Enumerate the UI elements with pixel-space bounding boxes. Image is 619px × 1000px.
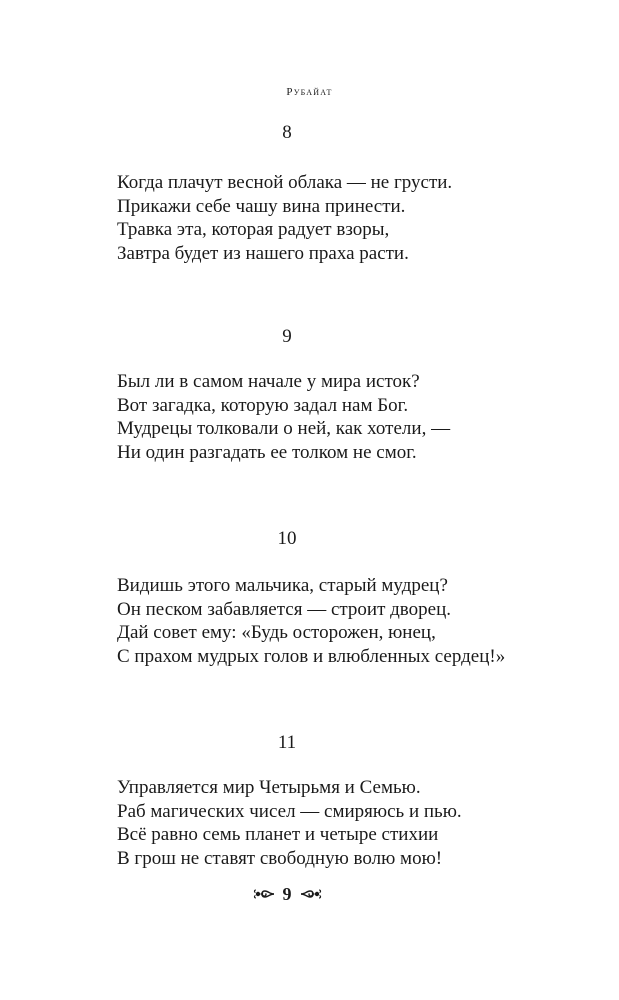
verse-line: Дай совет ему: «Будь осторожен, юнец, bbox=[117, 622, 436, 643]
verse-line: С прахом мудрых голов и влюбленных сердец!» bbox=[117, 645, 506, 667]
verse-line: Мудрецы толковали о ней, как хотели, — bbox=[117, 418, 451, 439]
running-head: Рубайат bbox=[286, 86, 333, 98]
stanza-number: 10 bbox=[277, 528, 297, 549]
stanza bbox=[117, 574, 597, 668]
stanza-number: 8 bbox=[282, 122, 292, 143]
fleuron-right-icon bbox=[300, 886, 322, 902]
verse-line: В грош не ставят свободную волю мою! bbox=[117, 847, 443, 869]
verse-line: Когда плачут весной облака — не грусти. bbox=[117, 172, 453, 193]
verse-line: Вот загадка, которую задал нам Бог. bbox=[117, 394, 409, 416]
page-number: 9 bbox=[282, 884, 292, 904]
verse-line: Травка эта, которая радует взоры, bbox=[117, 219, 390, 240]
fleuron-left-icon bbox=[253, 886, 275, 902]
verse-line: Управляется мир Четырьмя и Семью. bbox=[117, 777, 421, 798]
verse-line: Завтра будет из нашего праха расти. bbox=[117, 242, 409, 264]
stanza-number: 11 bbox=[277, 732, 297, 753]
verse-line: Ни один разгадать ее толком не смог. bbox=[117, 441, 417, 463]
stanza bbox=[117, 370, 597, 464]
verse-line: Был ли в самом начале у мира исток? bbox=[117, 371, 420, 392]
folio bbox=[0, 884, 574, 904]
verse-line: Раб магических чисел — смиряюсь и пью. bbox=[117, 800, 462, 822]
stanza-number: 9 bbox=[282, 326, 292, 347]
verse-line: Прикажи себе чашу вина принести. bbox=[117, 195, 406, 217]
verse-line: Видишь этого мальчика, старый мудрец? bbox=[117, 575, 448, 596]
stanza bbox=[117, 776, 597, 870]
verse-line: Он песком забавляется — строит дворец. bbox=[117, 598, 451, 620]
stanza bbox=[117, 171, 597, 265]
verse-line: Всё равно семь планет и четыре стихии bbox=[117, 824, 439, 845]
